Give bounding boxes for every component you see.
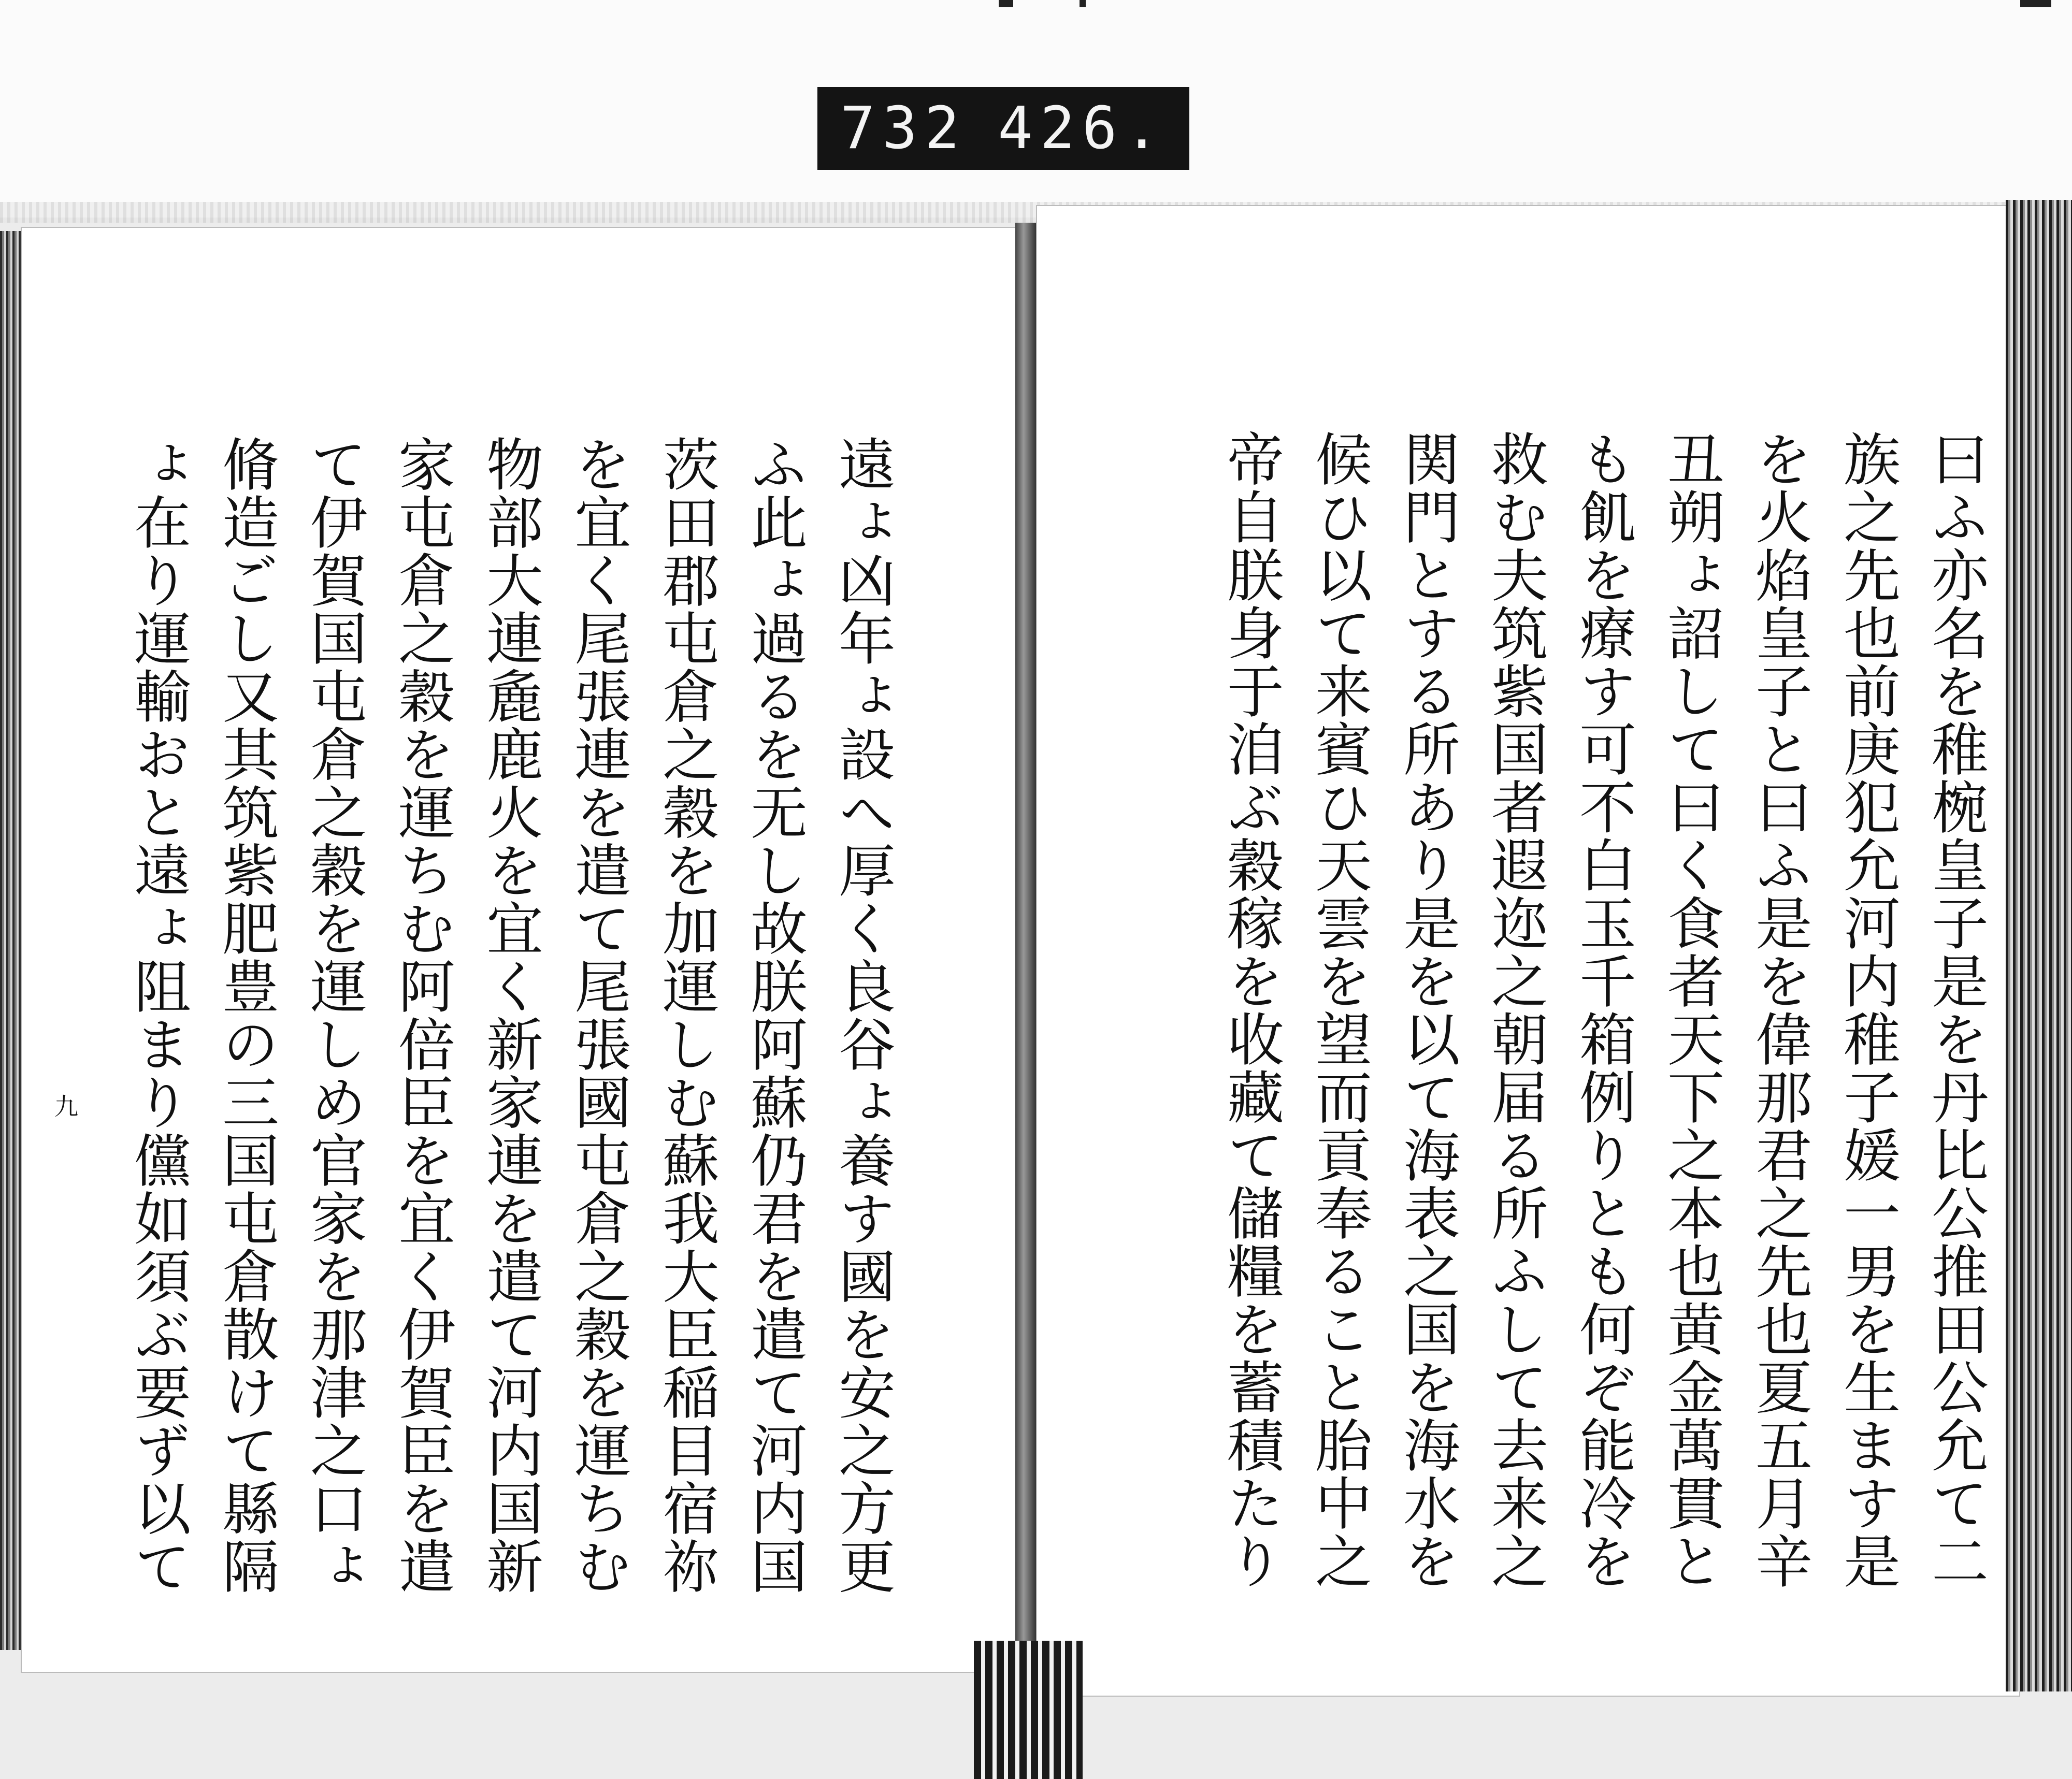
left-page-text [88, 435, 906, 1595]
gutter-binding-foot [974, 1641, 1083, 1779]
text-column: ょ在り運輸おと遠ょ阻まり儻如須ぶ要ず以て [125, 435, 191, 1595]
text-column: 家屯倉之穀を運ちむ阿倍臣を宜く伊賀臣を遣 [389, 435, 455, 1595]
text-column: て伊賀国屯倉之穀を運しめ官家を那津之口ょ [301, 435, 367, 1595]
text-column: を火焰皇子と曰ふ是を偉那君之先也夏五月辛 [1746, 430, 1812, 1590]
text-column: 物部大連麁鹿火を宜く新家連を遣て河内国新 [477, 435, 543, 1595]
top-binding-mark [999, 0, 1013, 7]
text-column: も飢を療す可不白玉千箱例りとも何ぞ能冷を [1570, 430, 1636, 1590]
top-binding-mark [2020, 0, 2051, 7]
call-number-left: 732 [840, 95, 967, 162]
top-binding-mark [1080, 0, 1086, 7]
text-column: を宜く尾張連を遣て尾張國屯倉之穀を運ちむ [565, 435, 631, 1595]
call-number-right: 426. [998, 95, 1167, 162]
book-gutter [1015, 223, 1036, 1683]
text-column: 丑朔ょ詔して曰く食者天下之本也黄金萬貫と [1658, 430, 1724, 1590]
page-folio: 九 [51, 1094, 79, 1118]
right-page-text [1150, 430, 1999, 1590]
call-number-label [817, 87, 1189, 170]
text-column: ふ此ょ過るを无し故朕阿蘇仍君を遣て河内国 [741, 435, 808, 1595]
text-column: 族之先也前庚犯允河内稚子媛一男を生ます是 [1834, 430, 1901, 1590]
right-page-edge [2006, 200, 2072, 1691]
text-column: 救む夫筑紫国者遐迩之朝届る所ふして去来之 [1482, 430, 1548, 1590]
text-column: 帝自朕身于洎ぶ穀稼を收藏て儲糧を蓄積たり [1218, 430, 1284, 1590]
text-column: 候ひ以て来賓ひ天雲を望而貢奉ること胎中之 [1306, 430, 1372, 1590]
text-column: 脩造ごし又其筑紫肥豊の三国屯倉散けて縣隔 [213, 435, 279, 1595]
text-column: 茨田郡屯倉之穀を加運しむ蘇我大臣稲目宿祢 [653, 435, 720, 1595]
text-column: 曰ふ亦名を稚椀皇子是を丹比公推田公允て二 [1922, 430, 1989, 1590]
text-column: 関門とする所あり是を以て海表之国を海水を [1394, 430, 1460, 1590]
text-column: 遠ょ凶年ょ設へ厚く良谷ょ養す國を安之方更 [829, 435, 896, 1595]
